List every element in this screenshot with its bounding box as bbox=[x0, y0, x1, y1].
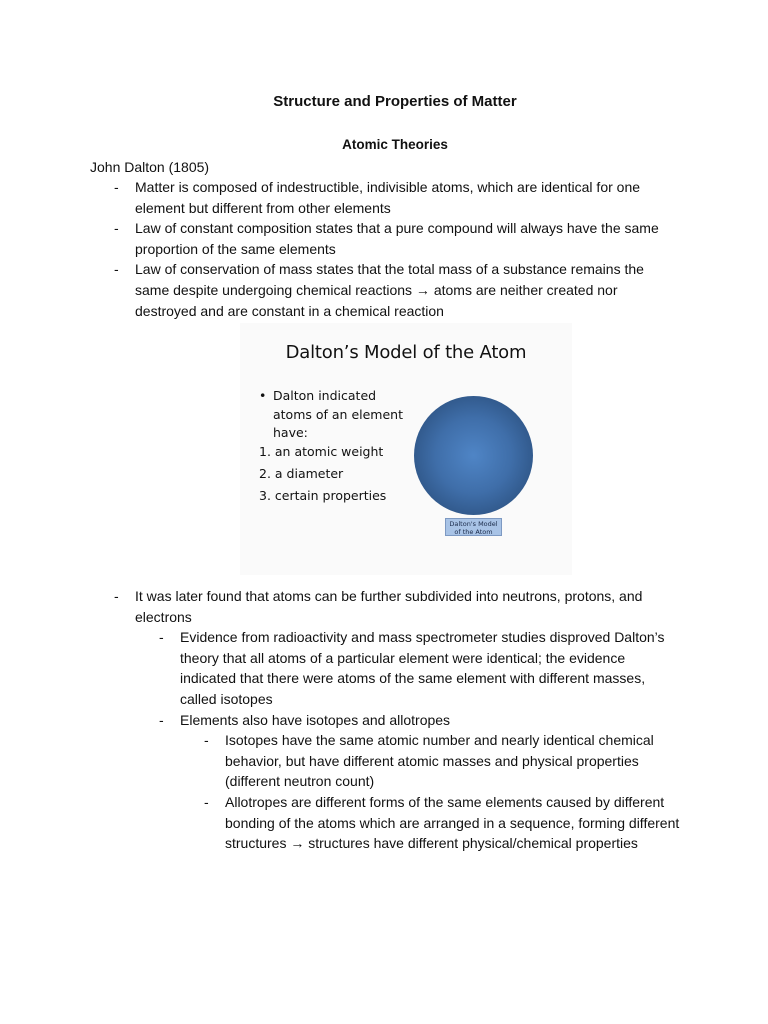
later-findings-list bbox=[90, 586, 680, 854]
list-item bbox=[90, 177, 680, 218]
list-item-text: It was later found that atoms can be further subdivided into neutrons, protons, and electrons bbox=[135, 588, 643, 625]
list-item-text: Isotopes have the same atomic number and nearly identical chemical behavior, but have different atomic masses and physical properties (different neutron count) bbox=[225, 732, 654, 790]
dash-marker: - bbox=[114, 179, 119, 195]
section-subtitle: Atomic Theories bbox=[342, 137, 448, 152]
list-item bbox=[180, 792, 680, 854]
figure-numbered-item: 1. an atomic weight bbox=[259, 444, 384, 459]
list-item bbox=[90, 218, 680, 259]
list-item-text: Allotropes are different forms of the same elements caused by different bonding of the atoms which are arranged in a sequence, forming different structures → structures have different physical/chemical properties bbox=[225, 793, 680, 852]
dash-marker: - bbox=[159, 711, 164, 728]
dash-marker: - bbox=[114, 261, 119, 278]
sub-list bbox=[135, 627, 680, 854]
dash-marker: - bbox=[114, 588, 119, 604]
sub-sub-list bbox=[180, 730, 680, 854]
page-title: Structure and Properties of Matter bbox=[273, 93, 517, 110]
list-item bbox=[90, 259, 680, 321]
list-item-text: Law of constant composition states that a pure compound will always have the same proportion of the same elements bbox=[135, 220, 659, 257]
list-item-text: Elements also have isotopes and allotropes bbox=[180, 711, 451, 728]
dash-marker: - bbox=[204, 793, 209, 810]
figure-bullet bbox=[259, 387, 409, 443]
dash-marker: - bbox=[114, 220, 119, 237]
atom-sphere-image bbox=[414, 396, 533, 515]
dash-marker: - bbox=[159, 629, 164, 646]
bullet-marker: • bbox=[259, 388, 267, 403]
list-item-text: Law of conservation of mass states that the total mass of a substance remains the same despite undergoing chemical reactions → atoms are neither created nor destroyed and are constant in a chemical reaction bbox=[135, 261, 644, 319]
list-item-text: Evidence from radioactivity and mass spectrometer studies disproved Dalton’s theory that all atoms of a particular element were identical; the evidence indicated that there were atoms of the same element with different masses, called isotopes bbox=[180, 629, 665, 707]
dalton-points-list bbox=[90, 177, 680, 321]
dash-marker: - bbox=[204, 732, 209, 749]
figure-numbered-item: 2. a diameter bbox=[259, 466, 344, 481]
list-item bbox=[135, 627, 680, 709]
figure-numbered-item: 3. certain properties bbox=[259, 488, 387, 503]
list-item bbox=[90, 586, 680, 854]
list-item bbox=[135, 710, 680, 854]
section-heading: John Dalton (1805) bbox=[90, 159, 210, 175]
list-item-text: Matter is composed of indestructible, indivisible atoms, which are identical for one element but different from other elements bbox=[135, 179, 641, 216]
dalton-model-figure bbox=[240, 323, 572, 575]
figure-caption: Dalton's Model of the Atom bbox=[445, 518, 502, 536]
list-item bbox=[180, 730, 680, 792]
figure-bullet-text: Dalton indicated atoms of an element have: bbox=[273, 388, 403, 440]
figure-title: Dalton’s Model of the Atom bbox=[285, 342, 527, 363]
